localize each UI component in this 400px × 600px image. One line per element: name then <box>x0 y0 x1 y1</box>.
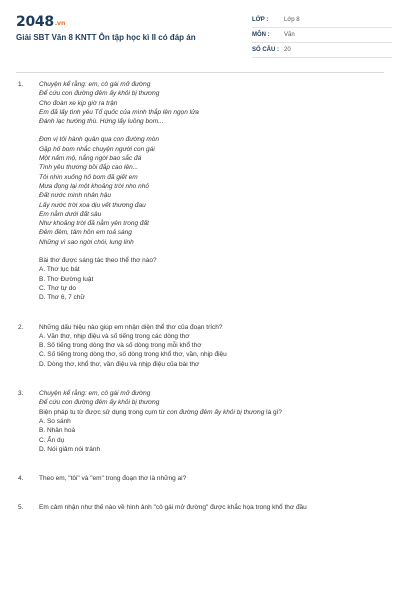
meta-value: 20 <box>284 47 291 53</box>
poem-line: Đánh lạc hướng thù. Hứng lấy luồng bom... <box>39 118 164 126</box>
question-prompt: Theo em, "tôi" và "em" trong đoạn thơ là những ai? <box>39 475 187 483</box>
poem-line: Đêm đêm, tâm hồn em toả sáng <box>39 229 132 237</box>
question-prompt: Em cảm nhận như thế nào về hình ảnh "cô gái mở đường" được khắc họa trong khổ thơ đầu <box>39 504 307 512</box>
question-number: 1. <box>18 81 24 88</box>
poem-line: Đơn vị tôi hành quân qua con đường mòn <box>39 136 160 144</box>
logo-main: 2048 <box>16 14 54 30</box>
poem-stanza-1 <box>39 80 384 126</box>
question-prompt: Những dấu hiệu nào giúp em nhận diện thể thơ của đoạn trích? <box>39 323 223 331</box>
question-body <box>39 80 384 303</box>
prompt-text: Biện pháp tu từ được sử dụng trong cụm từ <box>39 408 167 416</box>
answer-option-d[interactable]: D. Nói giảm nói tránh <box>39 445 101 453</box>
prompt-text: là gì? <box>264 408 283 416</box>
prompt-quoted-phrase: con đường đêm ấy khỏi bị thương <box>166 408 265 416</box>
poem-line: Đất nước mình nhân hậu <box>39 192 112 200</box>
logo-tld: .vn <box>54 19 66 27</box>
poem-line: Em nằm dưới đất sâu <box>39 210 102 218</box>
page-header <box>0 0 400 64</box>
answer-option-b[interactable]: B. Nhân hoá <box>39 427 76 435</box>
poem-line: Để cứu con đường đêm ấy khỏi bị thương <box>39 90 160 98</box>
question-spacer <box>18 454 384 474</box>
poem-line: Gặp hố bom nhắc chuyện người con gái <box>39 145 155 153</box>
question-spacer <box>18 483 384 503</box>
header-divider <box>16 72 384 73</box>
poem-line: Cho đoàn xe kịp giờ ra trận <box>39 99 118 107</box>
meta-row-subject <box>252 28 392 43</box>
question-number: 2. <box>18 323 24 331</box>
question-prompt: Bài thơ được sáng tác theo thể thơ nào? <box>39 257 157 265</box>
question-number: 3. <box>18 390 24 398</box>
question-5 <box>18 503 384 512</box>
poem-line: Lấy nước trời xoa dịu vết thương đau <box>39 201 146 209</box>
question-prompt <box>39 408 384 417</box>
answer-option-a[interactable]: A. Văn thơ, nhịp điệu và số tiếng trong các dòng thơ <box>39 332 190 340</box>
meta-value: Lớp 8 <box>284 17 300 23</box>
poem-line: Tôi nhìn xuống hố bom đã giết em <box>39 173 138 181</box>
answer-option-c[interactable]: C. Thơ tự do <box>39 284 77 292</box>
question-body <box>39 389 384 454</box>
answer-option-c[interactable]: C. Ẩn dụ <box>39 436 65 444</box>
meta-table <box>252 13 392 58</box>
poem-line: Để cứu con đường đêm ấy khỏi bị thương <box>39 399 160 407</box>
meta-label: SỐ CÂU : <box>252 47 279 53</box>
answer-option-b[interactable]: B. Số tiếng trong dòng thơ và số dòng trong mỗi khổ thơ <box>39 342 202 350</box>
answer-option-c[interactable]: C. Số tiếng trong dòng thơ, số dòng trong khổ thơ, vần, nhịp điệu <box>39 351 227 359</box>
answer-option-a[interactable]: A. Thơ lục bát <box>39 266 80 274</box>
meta-row-count <box>252 43 392 58</box>
question-4 <box>18 474 384 483</box>
question-body <box>39 323 384 369</box>
meta-value: Văn <box>284 32 295 38</box>
meta-label: MÔN : <box>252 32 270 38</box>
poem-stanza-2 <box>39 135 384 247</box>
site-logo[interactable] <box>16 14 65 30</box>
question-spacer <box>18 369 384 389</box>
poem-line: Tình yêu thương bồi đắp cao lên... <box>39 164 139 172</box>
document-title: Giải SBT Văn 8 KNTT Ôn tập học kì II có đáp án <box>16 33 196 42</box>
poem-line: Mưa đọng lại một khoảng trời nho nhỏ <box>39 182 149 190</box>
poem-line: Những vì sao ngời chói, lung linh <box>39 238 134 246</box>
question-2 <box>18 323 384 369</box>
question-1 <box>18 80 384 303</box>
poem-line: Như khoảng trời đã nằm yên trong đất <box>39 220 149 228</box>
question-number: 4. <box>18 475 24 483</box>
question-number: 5. <box>18 504 24 512</box>
question-3 <box>18 389 384 454</box>
poem-excerpt <box>39 389 384 408</box>
meta-label: LỚP : <box>252 17 269 23</box>
meta-row-class <box>252 13 392 28</box>
poem-line: Chuyện kể rằng: em, cô gái mở đường <box>39 390 151 398</box>
question-body <box>39 503 384 512</box>
question-spacer <box>18 303 384 323</box>
poem-line: Em đã lấy tình yêu Tổ quốc của mình thắp lên ngọn lửa <box>39 108 199 116</box>
answer-option-d[interactable]: D. Thơ 6, 7 chữ <box>39 294 85 302</box>
question-list <box>18 80 384 513</box>
answer-option-a[interactable]: A. So sánh <box>39 417 71 425</box>
poem-line: Chuyện kể rằng: em, cô gái mở đường <box>39 81 151 88</box>
poem-line: Một nấm mộ, nắng ngời bao sắc đá <box>39 155 142 163</box>
answer-option-d[interactable]: D. Dòng thơ, khổ thơ, vần điệu và nhịp điệu của bài thơ <box>39 360 200 368</box>
answer-option-b[interactable]: B. Thơ Đường luật <box>39 275 94 283</box>
question-body <box>39 474 384 483</box>
